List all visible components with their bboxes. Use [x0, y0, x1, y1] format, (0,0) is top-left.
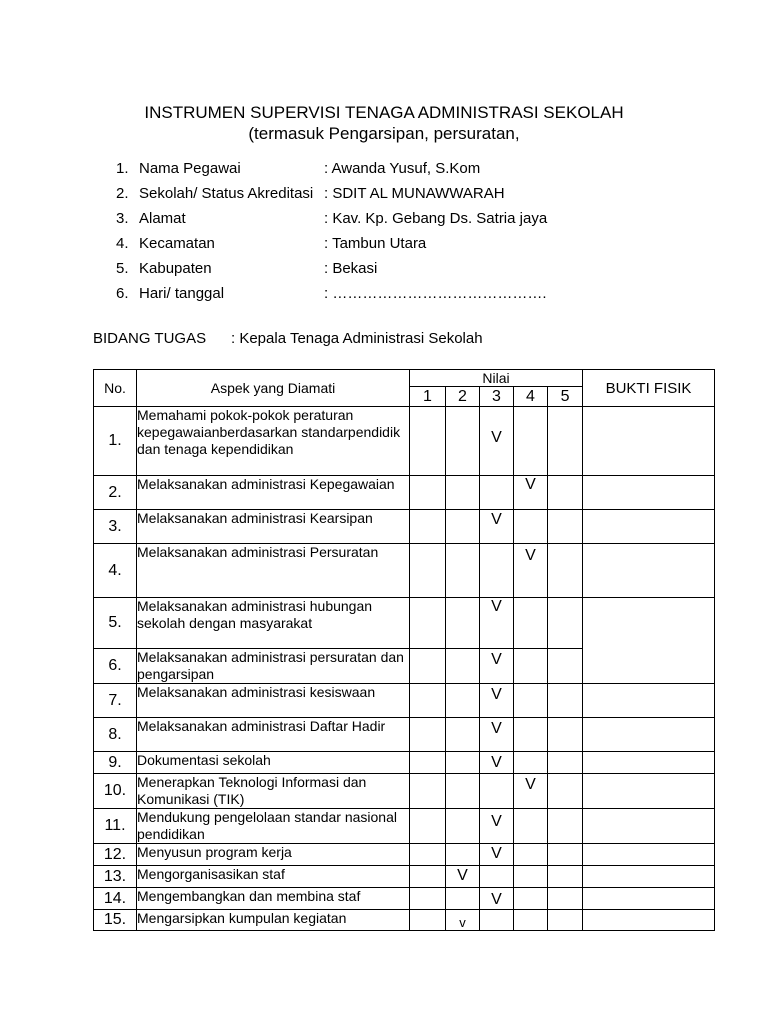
- table-row: [94, 544, 715, 598]
- info-label: Alamat: [139, 210, 186, 227]
- row-number: 11.: [94, 809, 137, 844]
- row-number: 13.: [94, 866, 137, 888]
- score-cell-1: [410, 476, 446, 510]
- row-aspek: Melaksanakan administrasi Daftar Hadir: [137, 718, 410, 752]
- row-aspek: Memahami pokok-pokok peraturan kepegawaianberdasarkan standarpendidik dan tenaga kependidikan: [137, 407, 410, 476]
- score-cell-4: [514, 718, 548, 752]
- info-number: 2.: [116, 185, 129, 202]
- score-cell-2: [446, 888, 480, 910]
- row-number: 10.: [94, 774, 137, 809]
- info-number: 1.: [116, 160, 129, 177]
- score-cell-2: [446, 718, 480, 752]
- score-cell-5: [548, 809, 583, 844]
- document-subtitle: (termasuk Pengarsipan, persuratan,: [248, 124, 520, 143]
- info-label: Kecamatan: [139, 235, 215, 252]
- score-cell-1: [410, 866, 446, 888]
- score-cell-2: v: [446, 910, 480, 931]
- row-number: 9.: [94, 752, 137, 774]
- score-cell-3: V: [480, 684, 514, 718]
- info-value: : SDIT AL MUNAWWARAH: [324, 185, 505, 202]
- info-value: : Bekasi: [324, 260, 378, 277]
- score-cell-2: [446, 844, 480, 866]
- row-aspek: Menerapkan Teknologi Informasi dan Komunikasi (TIK): [137, 774, 410, 809]
- score-cell-2: [446, 684, 480, 718]
- info-number: 3.: [116, 210, 129, 227]
- score-cell-5: [548, 649, 583, 684]
- score-cell-1: [410, 910, 446, 931]
- row-number: 7.: [94, 684, 137, 718]
- supervision-table: [93, 369, 715, 931]
- score-cell-5: [548, 684, 583, 718]
- score-cell-3: [480, 476, 514, 510]
- score-cell-4: V: [514, 476, 548, 510]
- header-nilai: Nilai: [410, 370, 583, 387]
- info-label: Nama Pegawai: [139, 160, 241, 177]
- score-cell-1: [410, 809, 446, 844]
- info-value: : Awanda Yusuf, S.Kom: [324, 160, 481, 177]
- score-cell-1: [410, 598, 446, 649]
- header-bukti-fisik: BUKTI FISIK: [583, 370, 715, 407]
- score-cell-5: [548, 598, 583, 649]
- score-cell-1: [410, 718, 446, 752]
- bukti-fisik-cell: [583, 844, 715, 866]
- score-cell-3: [480, 910, 514, 931]
- score-cell-2: V: [446, 866, 480, 888]
- score-cell-2: [446, 598, 480, 649]
- table-row: [94, 598, 715, 649]
- info-number: 4.: [116, 235, 129, 252]
- score-cell-3: V: [480, 752, 514, 774]
- row-number: 5.: [94, 598, 137, 649]
- score-cell-1: [410, 544, 446, 598]
- score-cell-3: [480, 544, 514, 598]
- score-cell-2: [446, 649, 480, 684]
- table-row: [94, 888, 715, 910]
- bukti-fisik-cell: [583, 476, 715, 510]
- bukti-fisik-cell: [583, 407, 715, 476]
- score-cell-1: [410, 510, 446, 544]
- score-cell-3: V: [480, 718, 514, 752]
- score-cell-5: [548, 476, 583, 510]
- info-label: Kabupaten: [139, 260, 212, 277]
- score-cell-5: [548, 752, 583, 774]
- score-cell-5: [548, 774, 583, 809]
- score-cell-3: V: [480, 598, 514, 649]
- row-number: 14.: [94, 888, 137, 910]
- score-cell-3: V: [480, 510, 514, 544]
- table-row: [94, 910, 715, 931]
- bukti-fisik-cell: [583, 888, 715, 910]
- row-number: 1.: [94, 407, 137, 476]
- row-aspek: Melaksanakan administrasi Kepegawaian: [137, 476, 410, 510]
- row-number: 2.: [94, 476, 137, 510]
- score-cell-1: [410, 649, 446, 684]
- score-cell-3: V: [480, 407, 514, 476]
- score-cell-2: [446, 809, 480, 844]
- score-cell-1: [410, 407, 446, 476]
- row-aspek: Dokumentasi sekolah: [137, 752, 410, 774]
- score-cell-5: [548, 910, 583, 931]
- bukti-fisik-cell: [583, 752, 715, 774]
- row-aspek: Mengembangkan dan membina staf: [137, 888, 410, 910]
- score-cell-4: V: [514, 774, 548, 809]
- table-row: [94, 684, 715, 718]
- table-row: [94, 844, 715, 866]
- bukti-fisik-cell: [583, 774, 715, 809]
- score-cell-5: [548, 844, 583, 866]
- table-row: [94, 774, 715, 809]
- document-title: INSTRUMEN SUPERVISI TENAGA ADMINISTRASI SEKOLAH: [144, 103, 624, 122]
- score-cell-4: [514, 649, 548, 684]
- header-score-2: 2: [446, 387, 480, 407]
- score-cell-4: [514, 510, 548, 544]
- score-cell-1: [410, 684, 446, 718]
- score-cell-2: [446, 476, 480, 510]
- row-number: 3.: [94, 510, 137, 544]
- score-cell-5: [548, 510, 583, 544]
- score-cell-4: [514, 866, 548, 888]
- table-row: [94, 718, 715, 752]
- score-cell-4: [514, 752, 548, 774]
- info-value: : Kav. Kp. Gebang Ds. Satria jaya: [324, 210, 548, 227]
- bidang-label: BIDANG TUGAS: [93, 330, 207, 347]
- header-aspek: Aspek yang Diamati: [137, 370, 410, 407]
- score-cell-4: [514, 684, 548, 718]
- row-aspek: Melaksanakan administrasi hubungan sekolah dengan masyarakat: [137, 598, 410, 649]
- header-score-3: 3: [480, 387, 514, 407]
- score-cell-3: V: [480, 649, 514, 684]
- bukti-fisik-cell: [583, 809, 715, 844]
- info-number: 5.: [116, 260, 129, 277]
- bukti-fisik-cell: [583, 910, 715, 931]
- header-score-4: 4: [514, 387, 548, 407]
- row-number: 6.: [94, 649, 137, 684]
- bukti-fisik-cell: [583, 866, 715, 888]
- score-cell-5: [548, 544, 583, 598]
- score-cell-3: [480, 866, 514, 888]
- score-cell-3: V: [480, 888, 514, 910]
- bukti-fisik-cell: [583, 598, 715, 684]
- score-cell-2: [446, 510, 480, 544]
- score-cell-4: V: [514, 544, 548, 598]
- table-row: [94, 809, 715, 844]
- row-aspek: Mendukung pengelolaan standar nasional pendidikan: [137, 809, 410, 844]
- row-aspek: Mengarsipkan kumpulan kegiatan: [137, 910, 410, 931]
- row-aspek: Melaksanakan administrasi Kearsipan: [137, 510, 410, 544]
- bukti-fisik-cell: [583, 718, 715, 752]
- row-aspek: Melaksanakan administrasi persuratan dan pengarsipan: [137, 649, 410, 684]
- score-cell-1: [410, 888, 446, 910]
- bidang-value: : Kepala Tenaga Administrasi Sekolah: [231, 330, 483, 347]
- bukti-fisik-cell: [583, 684, 715, 718]
- score-cell-1: [410, 774, 446, 809]
- table-row: [94, 407, 715, 476]
- score-cell-4: [514, 888, 548, 910]
- header-score-5: 5: [548, 387, 583, 407]
- score-cell-4: [514, 844, 548, 866]
- table-row: [94, 476, 715, 510]
- score-cell-3: V: [480, 809, 514, 844]
- info-label: Sekolah/ Status Akreditasi: [139, 185, 314, 202]
- score-cell-5: [548, 407, 583, 476]
- score-cell-3: V: [480, 844, 514, 866]
- table-row: [94, 510, 715, 544]
- score-cell-2: [446, 544, 480, 598]
- score-cell-5: [548, 718, 583, 752]
- row-aspek: Melaksanakan administrasi Persuratan: [137, 544, 410, 598]
- header-score-1: 1: [410, 387, 446, 407]
- header-no: No.: [94, 370, 137, 407]
- score-cell-5: [548, 866, 583, 888]
- bukti-fisik-cell: [583, 544, 715, 598]
- info-value: : Tambun Utara: [324, 235, 427, 252]
- score-cell-1: [410, 844, 446, 866]
- row-number: 12.: [94, 844, 137, 866]
- row-aspek: Melaksanakan administrasi kesiswaan: [137, 684, 410, 718]
- score-cell-2: [446, 774, 480, 809]
- score-cell-1: [410, 752, 446, 774]
- score-cell-4: [514, 809, 548, 844]
- info-number: 6.: [116, 285, 129, 302]
- bukti-fisik-cell: [583, 510, 715, 544]
- info-value: : …………………………………….: [324, 285, 547, 302]
- score-cell-2: [446, 752, 480, 774]
- row-number: 4.: [94, 544, 137, 598]
- row-aspek: Menyusun program kerja: [137, 844, 410, 866]
- table-row: [94, 866, 715, 888]
- score-cell-4: [514, 910, 548, 931]
- row-number: 15.: [94, 910, 137, 931]
- row-number: 8.: [94, 718, 137, 752]
- bidang-tugas: [93, 330, 483, 347]
- score-cell-4: [514, 598, 548, 649]
- score-cell-3: [480, 774, 514, 809]
- score-cell-5: [548, 888, 583, 910]
- info-label: Hari/ tanggal: [139, 285, 225, 302]
- score-cell-2: [446, 407, 480, 476]
- row-aspek: Mengorganisasikan staf: [137, 866, 410, 888]
- table-row: [94, 752, 715, 774]
- score-cell-4: [514, 407, 548, 476]
